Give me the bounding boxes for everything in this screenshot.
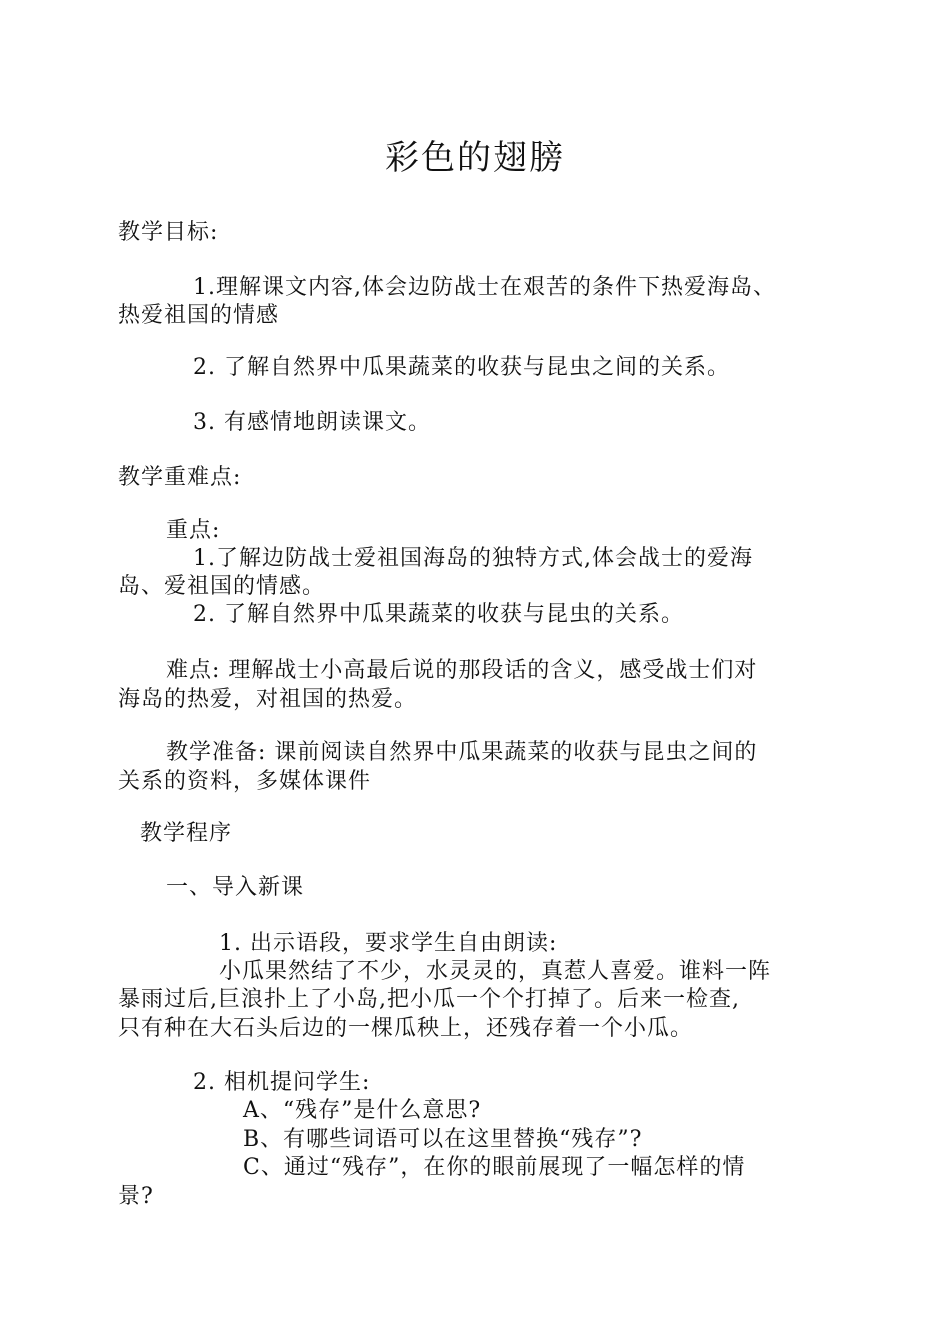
key-1-line-1: 1.了解边防战士爱祖国海岛的独特方式,体会战士的爱海 — [193, 546, 753, 571]
preparation-line-1: 教学准备: 课前阅读自然界中瓜果蔬菜的收获与昆虫之间的 — [166, 740, 758, 765]
passage-line-2: 暴雨过后,巨浪扑上了小岛,把小瓜一个个打掉了。后来一检查, — [118, 987, 740, 1012]
goal-2: 2. 了解自然界中瓜果蔬菜的收获与昆虫之间的关系。 — [193, 355, 730, 380]
difficulty-line-2: 海岛的热爱，对祖国的热爱。 — [118, 687, 418, 712]
step-1: 1. 出示语段，要求学生自由朗读: — [219, 931, 558, 956]
question-c-line-1: C、通过“残存”，在你的眼前展现了一幅怎样的情 — [243, 1155, 746, 1180]
step-2: 2. 相机提问学生: — [193, 1070, 371, 1095]
key-label: 重点: — [166, 518, 221, 543]
preparation-line-2: 关系的资料，多媒体课件 — [118, 769, 372, 794]
question-c-line-2: 景? — [118, 1184, 154, 1209]
goals-heading: 教学目标: — [118, 220, 219, 245]
passage-line-1: 小瓜果然结了不少，水灵灵的，真惹人喜爱。谁料一阵 — [219, 959, 772, 984]
key-points-heading: 教学重难点: — [118, 465, 242, 490]
section-1-heading: 一、导入新课 — [166, 875, 305, 900]
goal-3: 3. 有感情地朗读课文。 — [193, 410, 431, 435]
goal-1-line-2: 热爱祖国的情感 — [118, 303, 280, 328]
passage-line-3: 只有种在大石头后边的一棵瓜秧上，还残存着一个小瓜。 — [118, 1016, 694, 1041]
document-title: 彩色的翅膀 — [385, 138, 565, 178]
key-2: 2. 了解自然界中瓜果蔬菜的收获与昆虫的关系。 — [193, 602, 684, 627]
procedure-heading: 教学程序 — [140, 821, 233, 846]
question-a: A、“残存”是什么意思? — [243, 1098, 482, 1123]
difficulty-line-1: 难点: 理解战士小高最后说的那段话的含义，感受战士们对 — [166, 658, 758, 683]
goal-1-line-1: 1.理解课文内容,体会边防战士在艰苦的条件下热爱海岛、 — [193, 275, 776, 300]
key-1-line-2: 岛、爱祖国的情感。 — [118, 574, 326, 599]
question-b: B、有哪些词语可以在这里替换“残存”? — [243, 1127, 643, 1152]
